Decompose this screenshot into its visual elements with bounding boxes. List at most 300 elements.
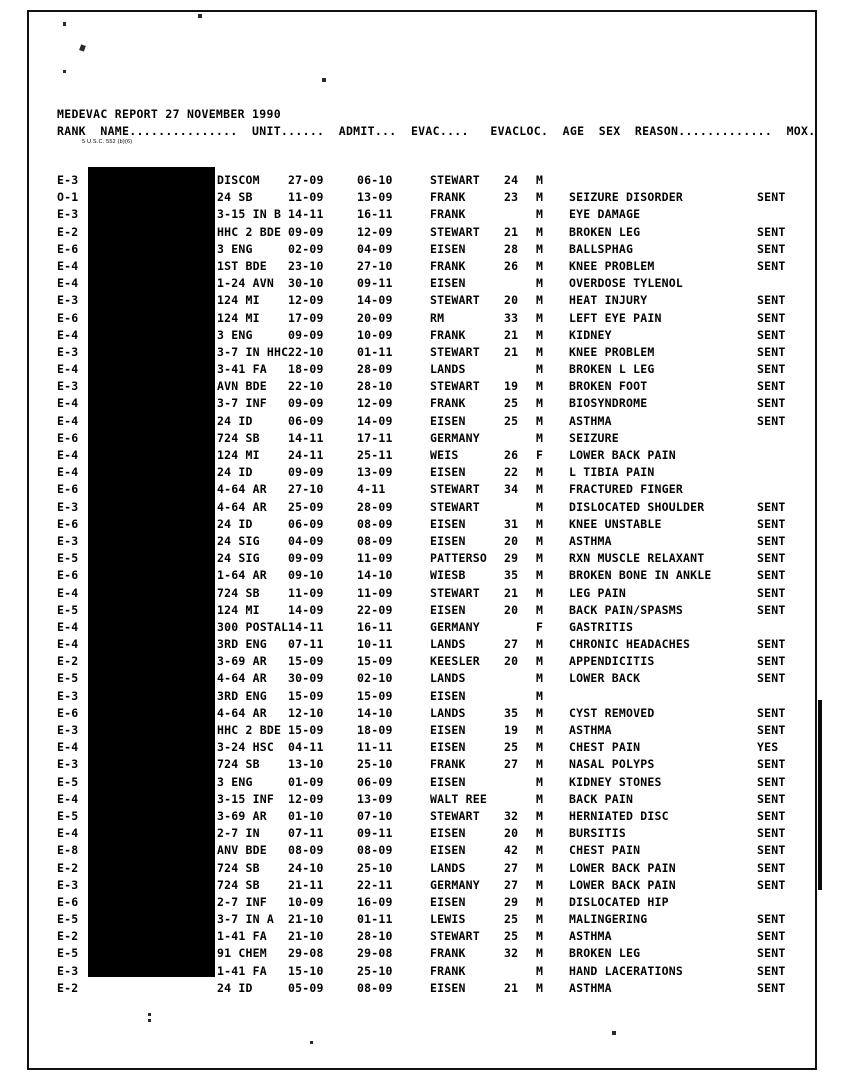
- row-unit: 3 ENG: [217, 774, 253, 789]
- row-rank: E-4: [57, 396, 79, 411]
- row-unit: 4-64 AR: [217, 705, 267, 720]
- row-unit: 24 SB: [217, 190, 253, 205]
- row-admit-date: 27-10: [288, 482, 324, 497]
- row-evac-date: 25-10: [357, 860, 393, 875]
- row-rank: E-6: [57, 894, 79, 909]
- row-unit: 2-7 INF: [217, 894, 267, 909]
- row-unit: 124 MI: [217, 293, 260, 308]
- row-age: 19: [504, 379, 519, 394]
- row-rank: E-3: [57, 173, 79, 187]
- row-evac-location: FRANK: [430, 207, 466, 222]
- table-row: [57, 689, 797, 706]
- row-evac-date: 22-09: [357, 602, 393, 617]
- row-admit-date: 06-09: [288, 516, 324, 531]
- row-reason: CHEST PAIN: [569, 740, 641, 755]
- row-mox: SENT: [757, 877, 786, 892]
- row-evac-location: LANDS: [430, 637, 466, 652]
- page-edge-right: [815, 10, 817, 1070]
- row-sex: M: [536, 774, 544, 789]
- row-mox: SENT: [757, 413, 786, 428]
- row-mox: SENT: [757, 963, 786, 978]
- table-row: [57, 517, 797, 534]
- table-row: [57, 259, 797, 276]
- row-rank: E-2: [57, 860, 79, 875]
- row-evac-location: STEWART: [430, 379, 480, 394]
- row-sex: M: [536, 808, 544, 823]
- row-evac-location: LANDS: [430, 860, 466, 875]
- row-rank: E-4: [57, 637, 79, 652]
- medevac-table-body: [57, 173, 797, 998]
- row-rank: O-1: [57, 190, 79, 205]
- row-evac-date: 4-11: [357, 482, 386, 497]
- row-unit: 3-15 IN B: [217, 207, 282, 222]
- row-evac-date: 15-09: [357, 688, 393, 703]
- row-mox: SENT: [757, 551, 786, 566]
- row-rank: E-4: [57, 258, 79, 273]
- row-admit-date: 11-09: [288, 190, 324, 205]
- row-unit: 3-69 AR: [217, 654, 267, 669]
- row-sex: M: [536, 568, 544, 583]
- row-sex: M: [536, 362, 544, 377]
- row-evac-location: FRANK: [430, 963, 466, 978]
- row-reason: LOWER BACK PAIN: [569, 860, 676, 875]
- row-evac-location: EISEN: [430, 276, 466, 291]
- row-sex: M: [536, 602, 544, 617]
- row-mox: SENT: [757, 190, 786, 205]
- row-sex: M: [536, 499, 544, 514]
- table-row: [57, 311, 797, 328]
- row-admit-date: 14-11: [288, 430, 324, 445]
- row-mox: SENT: [757, 671, 786, 686]
- row-unit: 724 SB: [217, 757, 260, 772]
- table-row: [57, 293, 797, 310]
- row-unit: 724 SB: [217, 430, 260, 445]
- row-admit-date: 21-10: [288, 929, 324, 944]
- row-evac-date: 25-11: [357, 448, 393, 462]
- row-sex: M: [536, 671, 544, 686]
- table-row: [57, 465, 797, 482]
- row-evac-location: GERMANY: [430, 430, 480, 445]
- row-admit-date: 14-09: [288, 602, 324, 617]
- row-evac-location: GERMANY: [430, 877, 480, 892]
- row-evac-location: WIESB: [430, 568, 466, 583]
- row-evac-date: 14-09: [357, 413, 393, 428]
- row-age: 35: [504, 568, 519, 583]
- row-reason: APPENDICITIS: [569, 654, 655, 669]
- row-reason: SEIZURE DISORDER: [569, 190, 683, 205]
- row-reason: KIDNEY: [569, 327, 612, 342]
- table-row: [57, 190, 797, 207]
- row-age: 20: [504, 533, 519, 548]
- row-evac-location: FRANK: [430, 946, 466, 961]
- row-evac-date: 09-11: [357, 276, 393, 291]
- row-reason: NASAL POLYPS: [569, 757, 655, 772]
- row-evac-date: 25-10: [357, 963, 393, 978]
- table-row: [57, 276, 797, 293]
- row-admit-date: 09-09: [288, 224, 324, 239]
- table-row: [57, 620, 797, 637]
- row-admit-date: 12-09: [288, 293, 324, 308]
- row-sex: M: [536, 173, 544, 187]
- row-age: 42: [504, 843, 519, 858]
- row-age: 25: [504, 413, 519, 428]
- row-rank: E-5: [57, 808, 79, 823]
- row-sex: M: [536, 465, 544, 480]
- row-evac-location: STEWART: [430, 929, 480, 944]
- row-sex: M: [536, 688, 544, 703]
- row-sex: M: [536, 327, 544, 342]
- row-rank: E-5: [57, 946, 79, 961]
- table-row: [57, 740, 797, 757]
- row-unit: 3 ENG: [217, 327, 253, 342]
- row-age: 28: [504, 241, 519, 256]
- row-evac-location: LEWIS: [430, 912, 466, 927]
- row-mox: SENT: [757, 757, 786, 772]
- table-row: [57, 242, 797, 259]
- row-reason: LOWER BACK PAIN: [569, 877, 676, 892]
- row-rank: E-3: [57, 293, 79, 308]
- row-unit: 3RD ENG: [217, 688, 267, 703]
- row-sex: M: [536, 912, 544, 927]
- row-evac-location: EISEN: [430, 740, 466, 755]
- row-rank: E-3: [57, 757, 79, 772]
- row-mox: SENT: [757, 654, 786, 669]
- page-edge-left: [27, 10, 29, 1070]
- row-rank: E-2: [57, 980, 79, 995]
- row-rank: E-3: [57, 877, 79, 892]
- row-mox: SENT: [757, 533, 786, 548]
- row-unit: 3-7 IN HHC: [217, 344, 289, 359]
- row-sex: M: [536, 980, 544, 995]
- row-evac-location: STEWART: [430, 293, 480, 308]
- row-unit: 124 MI: [217, 602, 260, 617]
- table-row: [57, 603, 797, 620]
- row-evac-date: 04-09: [357, 241, 393, 256]
- row-evac-date: 13-09: [357, 791, 393, 806]
- row-reason: KNEE PROBLEM: [569, 258, 655, 273]
- row-evac-date: 14-10: [357, 568, 393, 583]
- row-evac-date: 14-09: [357, 293, 393, 308]
- row-age: 33: [504, 310, 519, 325]
- row-mox: SENT: [757, 843, 786, 858]
- row-age: 34: [504, 482, 519, 497]
- row-evac-location: EISEN: [430, 465, 466, 480]
- row-reason: CYST REMOVED: [569, 705, 655, 720]
- row-evac-date: 10-11: [357, 637, 393, 652]
- row-mox: SENT: [757, 293, 786, 308]
- row-mox: SENT: [757, 396, 786, 411]
- row-sex: M: [536, 276, 544, 291]
- row-age: 29: [504, 551, 519, 566]
- scan-speck: [612, 1031, 616, 1035]
- table-row: [57, 964, 797, 981]
- table-row: [57, 431, 797, 448]
- scan-speck: [79, 44, 86, 51]
- row-unit: 24 SIG: [217, 533, 260, 548]
- row-unit: 1-64 AR: [217, 568, 267, 583]
- table-row: [57, 654, 797, 671]
- row-reason: BIOSYNDROME: [569, 396, 648, 411]
- row-mox: SENT: [757, 808, 786, 823]
- row-evac-location: WEIS: [430, 448, 459, 462]
- row-age: 21: [504, 980, 519, 995]
- table-row: [57, 345, 797, 362]
- row-evac-location: FRANK: [430, 327, 466, 342]
- row-evac-location: RM: [430, 310, 445, 325]
- table-row: [57, 757, 797, 774]
- table-row: [57, 895, 797, 912]
- row-age: 20: [504, 602, 519, 617]
- row-mox: SENT: [757, 723, 786, 737]
- table-row: [57, 500, 797, 517]
- row-sex: M: [536, 877, 544, 892]
- row-sex: M: [536, 516, 544, 531]
- row-reason: LEFT EYE PAIN: [569, 310, 662, 325]
- row-evac-date: 20-09: [357, 310, 393, 325]
- row-admit-date: 30-10: [288, 276, 324, 291]
- row-evac-location: EISEN: [430, 533, 466, 548]
- row-evac-date: 06-09: [357, 774, 393, 789]
- row-rank: E-4: [57, 619, 79, 634]
- row-sex: M: [536, 190, 544, 205]
- row-mox: SENT: [757, 637, 786, 652]
- row-evac-date: 11-09: [357, 585, 393, 600]
- row-evac-location: FRANK: [430, 258, 466, 273]
- row-rank: E-3: [57, 963, 79, 978]
- row-evac-location: PATTERSO: [430, 551, 487, 566]
- row-evac-location: STEWART: [430, 173, 480, 187]
- row-evac-date: 16-11: [357, 619, 393, 634]
- row-evac-date: 09-11: [357, 826, 393, 841]
- row-reason: FRACTURED FINGER: [569, 482, 683, 497]
- row-sex: M: [536, 723, 544, 737]
- table-row: [57, 878, 797, 895]
- row-age: 27: [504, 860, 519, 875]
- row-age: 20: [504, 293, 519, 308]
- scan-speck: [63, 22, 66, 26]
- row-unit: HHC 2 BDE: [217, 224, 282, 239]
- scan-speck: [198, 14, 202, 18]
- row-sex: M: [536, 757, 544, 772]
- row-evac-location: FRANK: [430, 396, 466, 411]
- row-unit: 1-24 AVN: [217, 276, 274, 291]
- table-row: [57, 671, 797, 688]
- row-age: 25: [504, 912, 519, 927]
- row-admit-date: 01-10: [288, 808, 324, 823]
- row-reason: SEIZURE: [569, 430, 619, 445]
- row-evac-location: STEWART: [430, 585, 480, 600]
- row-rank: E-4: [57, 276, 79, 291]
- row-rank: E-8: [57, 843, 79, 858]
- page-edge-artifact: [818, 700, 822, 890]
- row-admit-date: 06-09: [288, 413, 324, 428]
- row-evac-date: 28-10: [357, 379, 393, 394]
- row-rank: E-4: [57, 413, 79, 428]
- row-rank: E-4: [57, 465, 79, 480]
- row-admit-date: 01-09: [288, 774, 324, 789]
- table-row: [57, 173, 797, 190]
- row-mox: SENT: [757, 516, 786, 531]
- row-reason: LOWER BACK: [569, 671, 641, 686]
- row-rank: E-4: [57, 362, 79, 377]
- row-reason: BALLSPHAG: [569, 241, 634, 256]
- row-reason: HERNIATED DISC: [569, 808, 669, 823]
- row-rank: E-6: [57, 568, 79, 583]
- row-admit-date: 15-09: [288, 723, 324, 737]
- row-sex: M: [536, 258, 544, 273]
- row-age: 26: [504, 448, 519, 462]
- row-reason: LEG PAIN: [569, 585, 626, 600]
- row-unit: 3-69 AR: [217, 808, 267, 823]
- row-rank: E-3: [57, 207, 79, 222]
- row-age: 31: [504, 516, 519, 531]
- row-rank: E-6: [57, 241, 79, 256]
- row-evac-date: 08-09: [357, 843, 393, 858]
- table-row: [57, 586, 797, 603]
- row-admit-date: 21-10: [288, 912, 324, 927]
- row-evac-location: EISEN: [430, 774, 466, 789]
- row-rank: E-4: [57, 791, 79, 806]
- row-evac-location: EISEN: [430, 516, 466, 531]
- table-row: [57, 534, 797, 551]
- row-evac-date: 18-09: [357, 723, 393, 737]
- row-evac-date: 28-10: [357, 929, 393, 944]
- row-sex: M: [536, 533, 544, 548]
- row-admit-date: 12-09: [288, 791, 324, 806]
- row-sex: M: [536, 929, 544, 944]
- row-age: 25: [504, 740, 519, 755]
- row-reason: ASTHMA: [569, 723, 612, 737]
- row-sex: M: [536, 705, 544, 720]
- row-age: 25: [504, 396, 519, 411]
- row-unit: 3-7 INF: [217, 396, 267, 411]
- row-unit: DISCOM: [217, 173, 260, 187]
- row-evac-date: 12-09: [357, 396, 393, 411]
- row-rank: E-3: [57, 344, 79, 359]
- row-unit: 4-64 AR: [217, 499, 267, 514]
- table-row: [57, 637, 797, 654]
- table-row: [57, 912, 797, 929]
- row-admit-date: 09-10: [288, 568, 324, 583]
- row-evac-location: STEWART: [430, 482, 480, 497]
- page-edge-top: [27, 10, 817, 12]
- row-mox: SENT: [757, 826, 786, 841]
- row-age: 35: [504, 705, 519, 720]
- row-sex: M: [536, 344, 544, 359]
- row-admit-date: 15-10: [288, 963, 324, 978]
- scan-speck: [148, 1013, 151, 1016]
- row-evac-date: 12-09: [357, 224, 393, 239]
- row-rank: E-6: [57, 516, 79, 531]
- row-age: 22: [504, 465, 519, 480]
- row-reason: ASTHMA: [569, 929, 612, 944]
- row-sex: M: [536, 637, 544, 652]
- row-unit: 3RD ENG: [217, 637, 267, 652]
- row-rank: E-5: [57, 551, 79, 566]
- row-unit: 24 ID: [217, 465, 253, 480]
- table-row: [57, 809, 797, 826]
- row-age: 21: [504, 344, 519, 359]
- row-unit: 1-41 FA: [217, 963, 267, 978]
- table-row: [57, 861, 797, 878]
- row-rank: E-2: [57, 654, 79, 669]
- scan-speck: [310, 1041, 313, 1044]
- row-evac-date: 22-11: [357, 877, 393, 892]
- row-unit: 24 ID: [217, 980, 253, 995]
- row-rank: E-6: [57, 482, 79, 497]
- row-unit: ANV BDE: [217, 843, 267, 858]
- row-reason: ASTHMA: [569, 413, 612, 428]
- row-age: 21: [504, 585, 519, 600]
- row-sex: M: [536, 826, 544, 841]
- row-evac-date: 01-11: [357, 344, 393, 359]
- row-admit-date: 14-11: [288, 207, 324, 222]
- row-sex: M: [536, 791, 544, 806]
- row-reason: LOWER BACK PAIN: [569, 448, 676, 462]
- row-unit: 4-64 AR: [217, 671, 267, 686]
- row-rank: E-5: [57, 671, 79, 686]
- row-mox: SENT: [757, 602, 786, 617]
- table-row: [57, 843, 797, 860]
- row-sex: M: [536, 293, 544, 308]
- row-admit-date: 09-09: [288, 396, 324, 411]
- row-unit: 24 SIG: [217, 551, 260, 566]
- row-age: 24: [504, 173, 519, 187]
- row-sex: M: [536, 379, 544, 394]
- row-sex: M: [536, 224, 544, 239]
- row-evac-date: 13-09: [357, 465, 393, 480]
- row-evac-location: STEWART: [430, 224, 480, 239]
- row-unit: AVN BDE: [217, 379, 267, 394]
- table-column-header: RANK NAME............... UNIT...... ADMIT... EVAC.... EVACLOC. AGE SEX REASON............. MOX.: [57, 124, 816, 138]
- row-evac-location: EISEN: [430, 894, 466, 909]
- row-mox: SENT: [757, 946, 786, 961]
- row-unit: HHC 2 BDE: [217, 723, 282, 737]
- row-sex: M: [536, 396, 544, 411]
- row-sex: M: [536, 310, 544, 325]
- scan-speck: [322, 78, 326, 82]
- table-row: [57, 981, 797, 998]
- row-age: 32: [504, 808, 519, 823]
- row-evac-date: 13-09: [357, 190, 393, 205]
- row-admit-date: 22-10: [288, 379, 324, 394]
- row-admit-date: 07-11: [288, 637, 324, 652]
- row-age: 25: [504, 929, 519, 944]
- row-evac-date: 07-10: [357, 808, 393, 823]
- row-reason: MALINGERING: [569, 912, 648, 927]
- row-reason: GASTRITIS: [569, 619, 634, 634]
- row-reason: BROKEN LEG: [569, 946, 641, 961]
- row-age: 27: [504, 637, 519, 652]
- row-admit-date: 22-10: [288, 344, 324, 359]
- row-reason: KNEE UNSTABLE: [569, 516, 662, 531]
- row-evac-location: FRANK: [430, 757, 466, 772]
- row-unit: 724 SB: [217, 585, 260, 600]
- row-unit: 3-7 IN A: [217, 912, 274, 927]
- row-mox: SENT: [757, 499, 786, 514]
- row-admit-date: 29-08: [288, 946, 324, 961]
- table-row: [57, 792, 797, 809]
- row-reason: RXN MUSCLE RELAXANT: [569, 551, 705, 566]
- row-age: 26: [504, 258, 519, 273]
- row-unit: 124 MI: [217, 448, 260, 462]
- row-admit-date: 07-11: [288, 826, 324, 841]
- row-unit: 1ST BDE: [217, 258, 267, 273]
- row-admit-date: 09-09: [288, 465, 324, 480]
- row-mox: YES: [757, 740, 779, 755]
- row-admit-date: 15-09: [288, 688, 324, 703]
- row-reason: ASTHMA: [569, 980, 612, 995]
